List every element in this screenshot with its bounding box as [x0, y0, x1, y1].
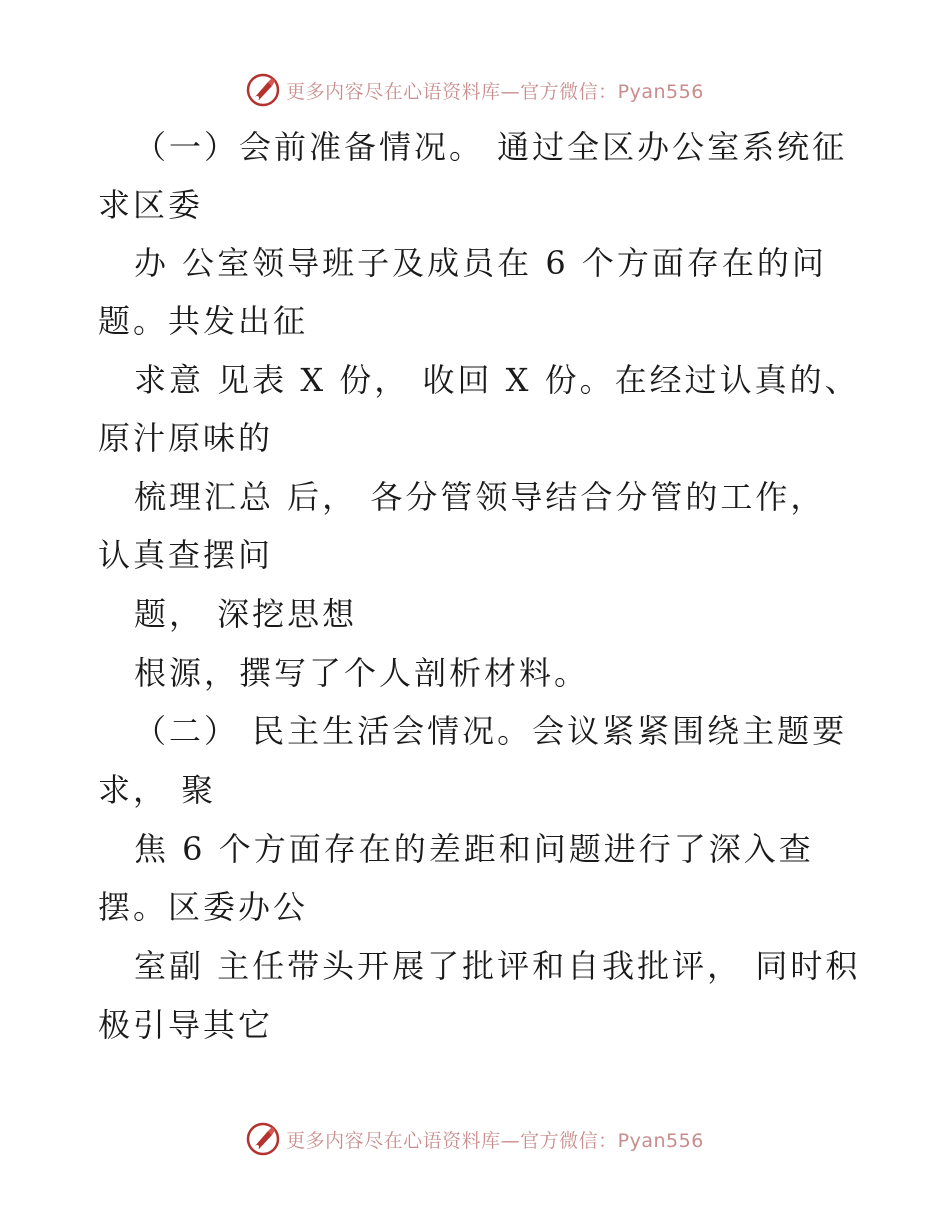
brand-logo-icon [246, 73, 280, 107]
text-line: 题。共发出征 [98, 302, 309, 340]
text-line: 求区委 [98, 186, 204, 224]
text-line: 认真查摆问 [98, 536, 274, 574]
text-line: 极引导其它 [98, 1006, 274, 1044]
text-line: 求意 见表 X 份， 收回 X 份。在经过认真的、 [134, 361, 860, 399]
text-line: 焦 6 个方面存在的差距和问题进行了深入查 [134, 830, 814, 868]
text-line: 室副 主任带头开展了批评和自我批评， 同时积 [134, 947, 861, 985]
text-line: 摆。区委办公 [98, 888, 309, 926]
banner-text: 更多内容尽在心语资料库—官方微信：Pyan556 [286, 1129, 704, 1152]
text-line: （一）会前准备情况。 通过全区办公室系统征 [134, 128, 848, 166]
text-line: 办 公室领导班子及成员在 6 个方面存在的问 [134, 244, 827, 282]
text-line: 根源，撰写了个人剖析材料。 [134, 654, 590, 692]
text-line: 求， 聚 [98, 771, 217, 809]
brand-logo-icon [246, 1122, 280, 1156]
text-line: （二） 民主生活会情况。会议紧紧围绕主题要 [134, 712, 848, 750]
wechat-handle: Pyan556 [617, 1129, 704, 1152]
text-line: 题， 深挖思想 [134, 595, 358, 633]
text-line: 梳理汇总 后， 各分管领导结合分管的工作， [134, 478, 826, 516]
text-line: 原汁原味的 [98, 419, 274, 457]
wechat-handle: Pyan556 [617, 80, 704, 103]
footer-watermark-banner [0, 1119, 950, 1159]
banner-text: 更多内容尽在心语资料库—官方微信：Pyan556 [286, 80, 704, 103]
header-watermark-banner [0, 70, 950, 110]
